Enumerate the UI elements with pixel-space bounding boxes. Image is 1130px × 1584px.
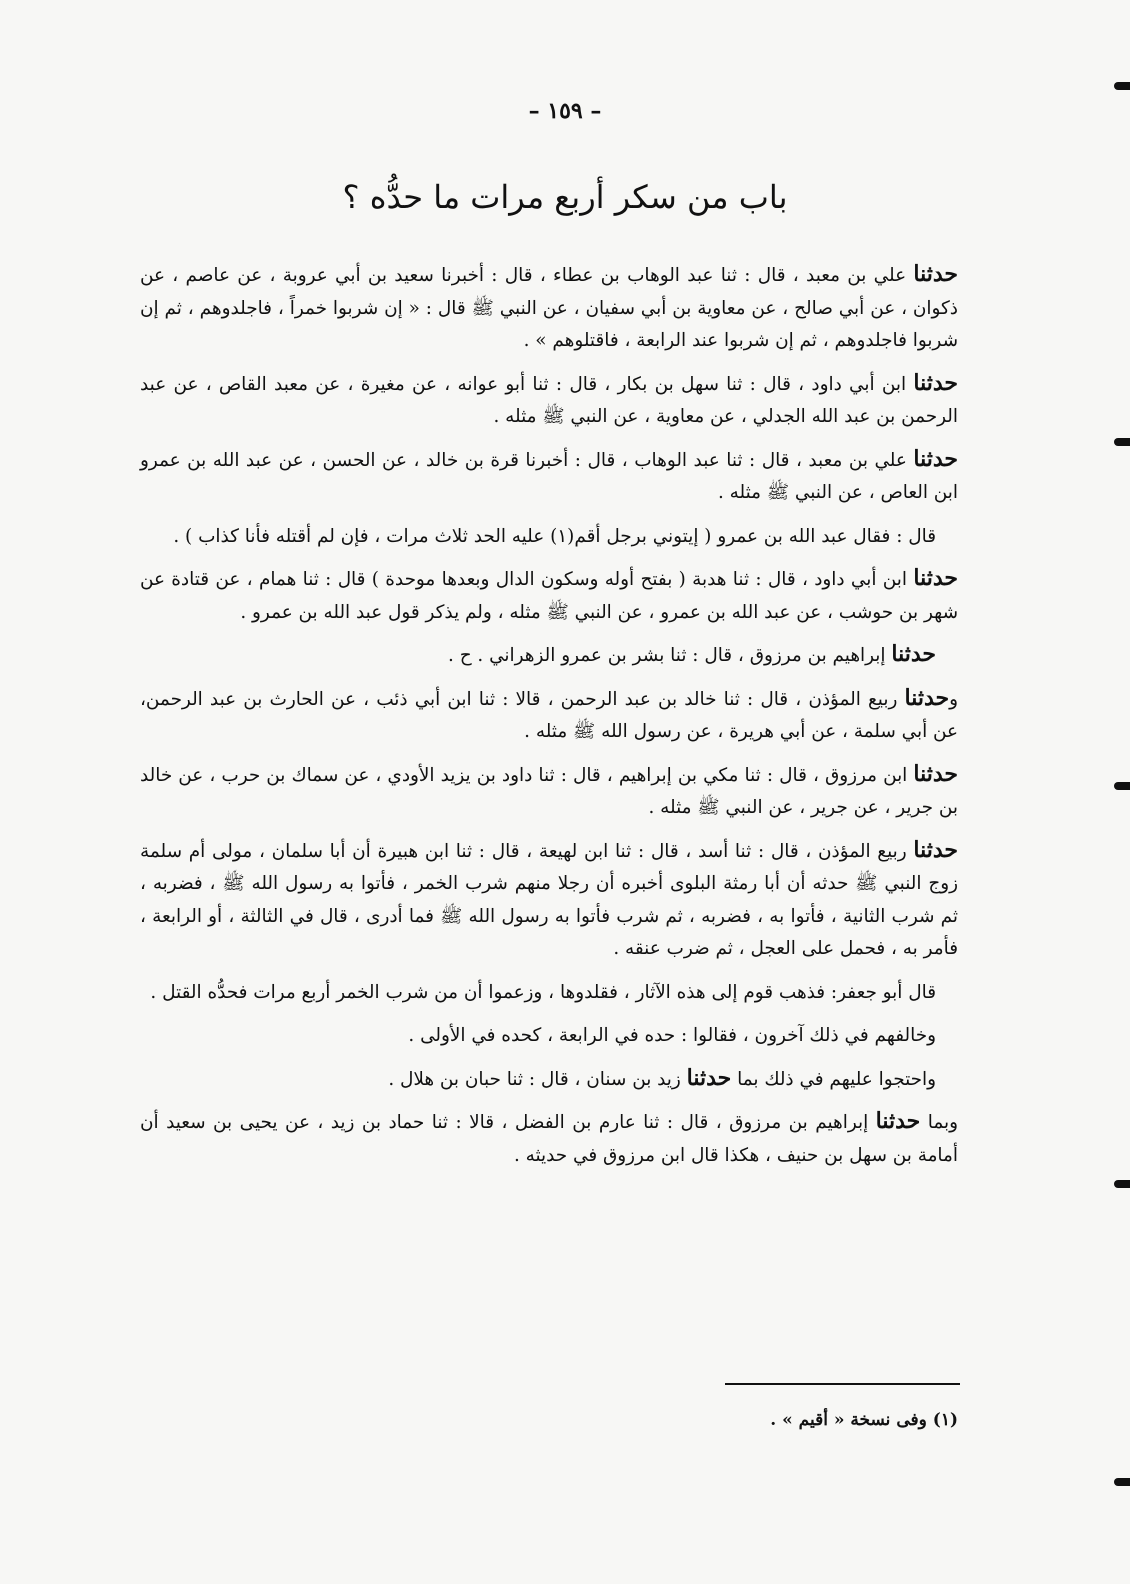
commentary-paragraph: قال أبو جعفر: فذهب قوم إلى هذه الآثار ، فقلدوها ، وزعموا أن من شرب الخمر أربع مرات فحدُّه القتل . (150, 981, 936, 1003)
hadith-paragraph: حدثنا ابن مرزوق ، قال : ثنا مكي بن إبراهيم ، قال : ثنا داود بن يزيد الأودي ، عن سماك بن حرب ، عن خالد بن جرير ، عن جرير ، عن النبي ﷺ مثله . (140, 760, 958, 818)
hadith-paragraph: وحدثنا ربيع المؤذن ، قال : ثنا خالد بن عبد الرحمن ، قالا : ثنا ابن أبي ذئب ، عن الحارث بن عبد الرحمن، عن أبي سلمة ، عن أبي هريرة ، عن رسول الله ﷺ مثله . (140, 684, 958, 742)
haddathana-lead: حدثنا (913, 760, 958, 787)
hadith-paragraph: واحتجوا عليهم في ذلك بما حدثنا زيد بن سنان ، قال : ثنا حبان بن هلال . (388, 1064, 936, 1091)
hadith-paragraph: حدثنا ربيع المؤذن ، قال : ثنا أسد ، قال : ثنا ابن لهيعة ، قال : ثنا ابن هبيرة أن أبا سلمان ، مولى أم سلمة زوج النبي ﷺ حدثه أن أبا رمثة البلوى أخبره أن رجلا منهم شرب الخمر ، فأتوا به رسول الله ﷺ ، فضربه ، ثم شرب الثانية ، فأتوا به ، فضربه ، ثم شرب فأتوا به رسول الله ﷺ فما أدرى ، قال في الثالثة ، أو الرابعة ، فأمر به ، فحمل على العجل ، ثم ضرب عنقه . (140, 836, 958, 959)
hadith-paragraph: حدثنا إبراهيم بن مرزوق ، قال : ثنا بشر بن عمرو الزهراني . ح . (448, 641, 936, 667)
commentary-paragraph: وخالفهم في ذلك آخرون ، فقالوا : حده في الرابعة ، كحده في الأولى . (408, 1025, 936, 1046)
hadith-paragraph: حدثنا ابن أبي داود ، قال : ثنا سهل بن بكار ، قال : ثنا أبو عوانه ، عن مغيرة ، عن معبد القاص ، عن عبد الرحمن بن عبد الله الجدلي ، عن معاوية ، عن النبي ﷺ مثله . (140, 369, 958, 427)
commentary-paragraph: قال : فقال عبد الله بن عمرو ( إيتوني برجل أقم(١) عليه الحد ثلاث مرات ، فإن لم أقتله فأنا كذاب ) . (173, 525, 936, 547)
scan-edge-mark (1114, 1180, 1130, 1188)
hadith-paragraph: حدثنا علي بن معبد ، قال : ثنا عبد الوهاب بن عطاء ، قال : أخبرنا سعيد بن أبي عروبة ، عن عاصم ، عن ذكوان ، عن أبي صالح ، عن معاوية بن أبي سفيان ، عن النبي ﷺ قال : « إن شربوا خمراً ، فاجلدوهم ، ثم إن شربوا فاجلدوهم ، ثم إن شربوا عند الرابعة ، فاقتلوهم » . (140, 261, 958, 351)
haddathana-lead: حدثنا (913, 445, 958, 472)
page-number: – ١٥٩ – (528, 98, 602, 124)
scan-edge-mark (1114, 1478, 1130, 1486)
hadith-paragraph: حدثنا ابن أبي داود ، قال : ثنا هدبة ( بفتح أوله وسكون الدال وبعدها موحدة ) قال : ثنا همام ، عن قتادة عن شهر بن حوشب ، عن عبد الله بن عمرو ، عن النبي ﷺ مثله ، ولم يذكر قول عبد الله بن عمرو . (140, 565, 958, 623)
haddathana-lead: حدثنا (913, 565, 958, 591)
haddathana-lead: حدثنا (913, 261, 958, 287)
haddathana-lead: حدثنا (875, 1108, 921, 1134)
hadith-paragraph: وبما حدثنا إبراهيم بن مرزوق ، قال : ثنا عارم بن الفضل ، قالا : ثنا حماد بن زيد ، عن يحيى بن سعيد أن أمامة بن سهل بن حنيف ، هكذا قال ابن مرزوق في حديثه . (140, 1108, 958, 1166)
scan-edge-mark (1114, 782, 1130, 790)
footnote: (١) وفى نسخة « أقيم » . (770, 1410, 958, 1430)
chapter-title: باب من سكر أربع مرات ما حدُّه ؟ (342, 178, 788, 216)
haddathana-lead: حدثنا (686, 1064, 732, 1091)
haddathana-lead: حدثنا (891, 641, 936, 667)
footnote-divider (725, 1383, 960, 1385)
scan-edge-mark (1114, 438, 1130, 446)
scan-edge-mark (1114, 82, 1130, 90)
haddathana-lead: حدثنا (913, 836, 958, 863)
hadith-paragraph: حدثنا علي بن معبد ، قال : ثنا عبد الوهاب ، قال : أخبرنا قرة بن خالد ، عن الحسن ، عن عبد الله بن عمرو ابن العاص ، عن النبي ﷺ مثله . (140, 445, 958, 503)
body-text (140, 258, 958, 1181)
haddathana-lead: حدثنا (904, 684, 950, 711)
haddathana-lead: حدثنا (913, 369, 958, 396)
